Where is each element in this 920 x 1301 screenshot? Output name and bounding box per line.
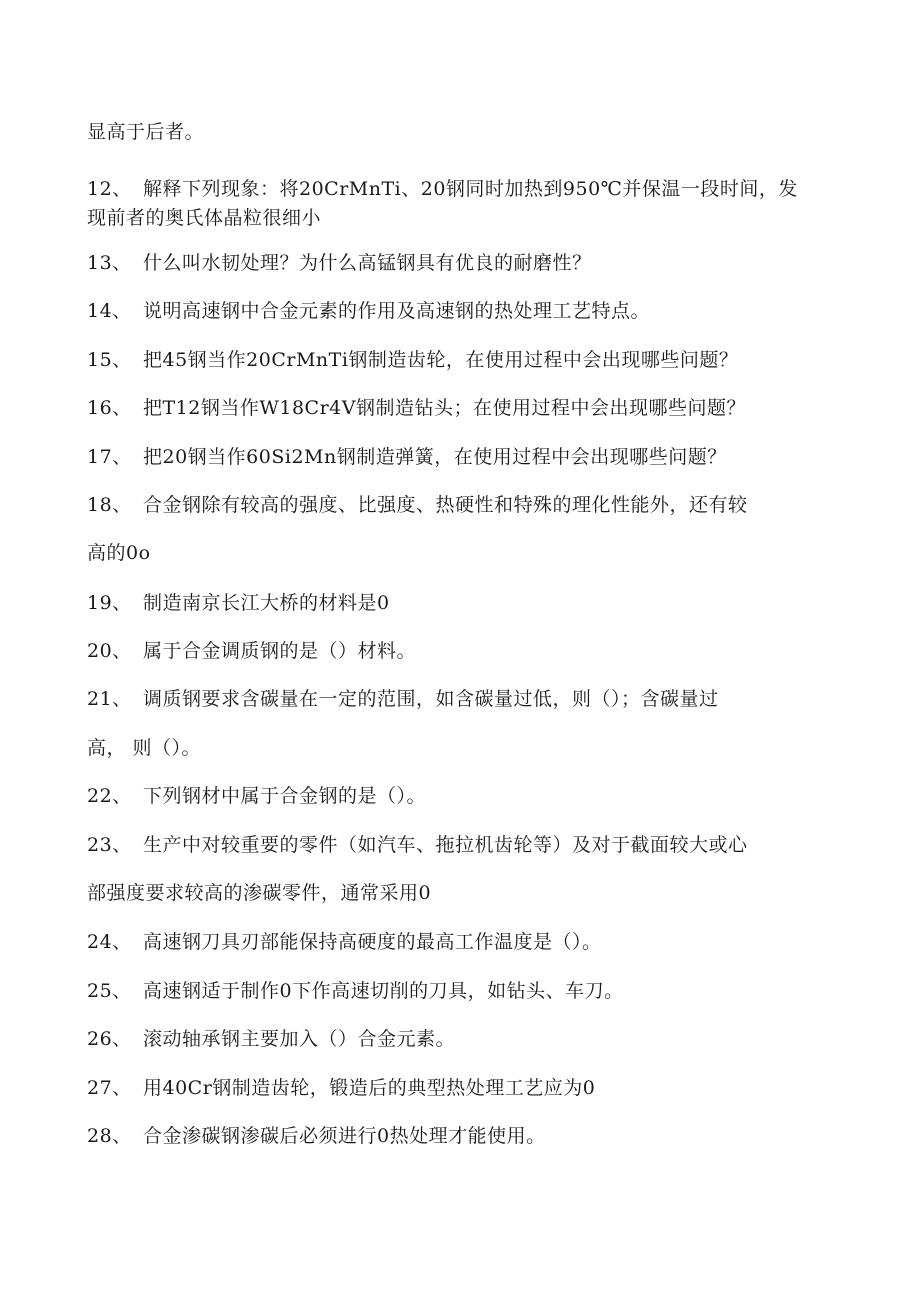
question-number: 28、 [87,1125,132,1147]
question-number: 13、 [87,252,132,274]
question-number: 19、 [87,592,132,614]
question-text: 合金渗碳钢渗碳后必须进行0热处理才能使用。 [143,1125,546,1147]
text-line [87,120,204,144]
question-text: 下列钢材中属于合金钢的是（）。 [143,785,427,807]
line-text: 现前者的奥氏体晶粒很细小 [87,207,322,229]
question-number: 16、 [87,397,132,419]
question-number: 14、 [87,300,132,322]
question-number: 27、 [87,1077,132,1099]
question-text: 属于合金调质钢的是（）材料。 [143,640,417,662]
text-line [87,736,201,760]
line-text: 高的0o [87,542,151,564]
question-text: 调质钢要求含碳量在一定的范围，如含碳量过低，则（）；含碳量过 [143,688,719,710]
question-text: 滚动轴承钢主要加入（）合金元素。 [143,1028,456,1050]
question-17 [87,445,727,469]
question-24 [87,930,602,954]
question-text: 生产中对较重要的零件（如汽车、拖拉机齿轮等）及对于截面较大或心 [143,834,748,856]
text-line [87,206,321,230]
question-25 [87,979,624,1003]
question-number: 26、 [87,1028,132,1050]
text-line [87,541,151,565]
question-number: 15、 [87,349,132,371]
question-15 [87,348,738,372]
line-text: 显高于后者。 [87,121,205,143]
question-text: 说明高速钢中合金元素的作用及高速钢的热处理工艺特点。 [143,300,651,322]
question-13 [87,251,592,275]
question-12 [87,177,798,201]
question-number: 21、 [87,688,132,710]
question-text: 制造南京长江大桥的材料是0 [143,592,390,614]
question-23 [87,833,748,857]
question-text: 把45钢当作20CrMnTi钢制造齿轮，在使用过程中会出现哪些问题？ [143,349,739,371]
question-number: 23、 [87,834,132,856]
question-number: 12、 [87,178,132,200]
question-text: 高速钢刀具刃部能保持高硬度的最高工作温度是（）。 [143,931,602,953]
question-number: 17、 [87,446,132,468]
question-number: 22、 [87,785,132,807]
question-number: 18、 [87,494,132,516]
question-22 [87,784,426,808]
question-18 [87,493,748,517]
question-number: 24、 [87,931,132,953]
question-text: 把T12钢当作W18Cr4V钢制造钻头；在使用过程中会出现哪些问题？ [143,397,746,419]
question-27 [87,1076,595,1100]
question-26 [87,1027,455,1051]
question-21 [87,687,719,711]
question-14 [87,299,650,323]
question-text: 什么叫水韧处理？为什么高锰钢具有优良的耐磨性？ [143,252,592,274]
question-28 [87,1124,546,1148]
question-text: 把20钢当作60Si2Mn钢制造弹簧，在使用过程中会出现哪些问题？ [143,446,727,468]
question-text: 用40Cr钢制造齿轮，锻造后的典型热处理工艺应为0 [143,1077,596,1099]
line-text: 高， 则（）。 [87,737,202,759]
question-text: 解释下列现象：将20CrMnTi、20钢同时加热到950℃并保温一段时间，发 [143,178,798,200]
text-line [87,881,431,905]
question-20 [87,639,416,663]
question-text: 高速钢适于制作0下作高速切削的刀具，如钻头、车刀。 [143,980,624,1002]
question-number: 25、 [87,980,132,1002]
question-19 [87,591,390,615]
question-number: 20、 [87,640,132,662]
line-text: 部强度要求较高的渗碳零件，通常采用0 [87,882,432,904]
question-16 [87,396,746,420]
question-text: 合金钢除有较高的强度、比强度、热硬性和特殊的理化性能外，还有较 [143,494,748,516]
